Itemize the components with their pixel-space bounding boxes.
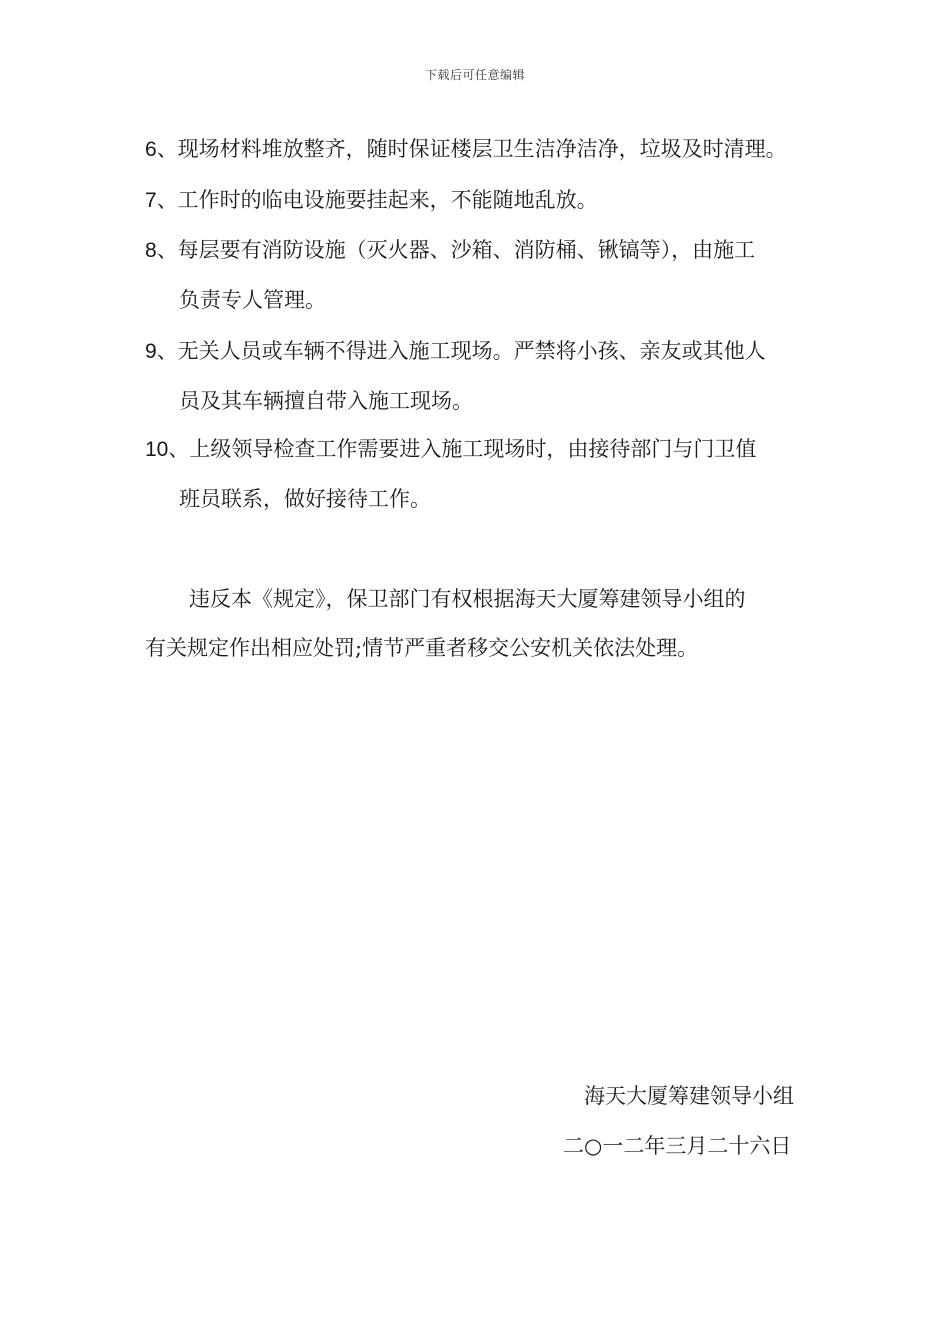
rule-text: 、现场材料堆放整齐，随时保证楼层卫生洁净洁净，垃圾及时清理。 (156, 137, 787, 161)
rule-item-line (145, 435, 756, 464)
rule-number: 7 (145, 189, 157, 212)
rule-text: 、每层要有消防设施（灭火器、沙箱、消防桶、锹镐等），由施工 (156, 238, 756, 262)
signature-organization: 海天大厦筹建领导小组 (584, 1084, 794, 1108)
rule-number: 8 (145, 239, 157, 262)
closing-line-2: 有关规定作出相应处罚;情节严重者移交公安机关依法处理。 (145, 636, 699, 660)
rule-item-line (145, 186, 598, 215)
rule-number: 9 (145, 340, 157, 363)
rule-number: 6 (145, 138, 157, 161)
rule-item-line (145, 337, 766, 366)
rule-item-continuation: 班员联系，做好接待工作。 (179, 487, 431, 511)
rule-item-line (145, 236, 755, 265)
rule-item-line (145, 135, 787, 164)
rule-text: 、上级领导检查工作需要进入施工现场时，由接待部门与门卫值 (168, 437, 757, 461)
rule-text: 、工作时的临电设施要挂起来，不能随地乱放。 (156, 188, 598, 212)
page-header: 下载后可任意编辑 (424, 68, 525, 82)
rule-item-continuation: 负责专人管理。 (179, 288, 326, 312)
rule-number: 10 (145, 438, 169, 461)
closing-line-1: 违反本《规定》，保卫部门有权根据海天大厦筹建领导小组的 (189, 587, 746, 611)
signature-date: 二○一二年三月二十六日 (563, 1134, 792, 1158)
rule-text: 、无关人员或车辆不得进入施工现场。严禁将小孩、亲友或其他人 (156, 339, 766, 363)
rule-item-continuation: 员及其车辆擅自带入施工现场。 (179, 389, 473, 413)
